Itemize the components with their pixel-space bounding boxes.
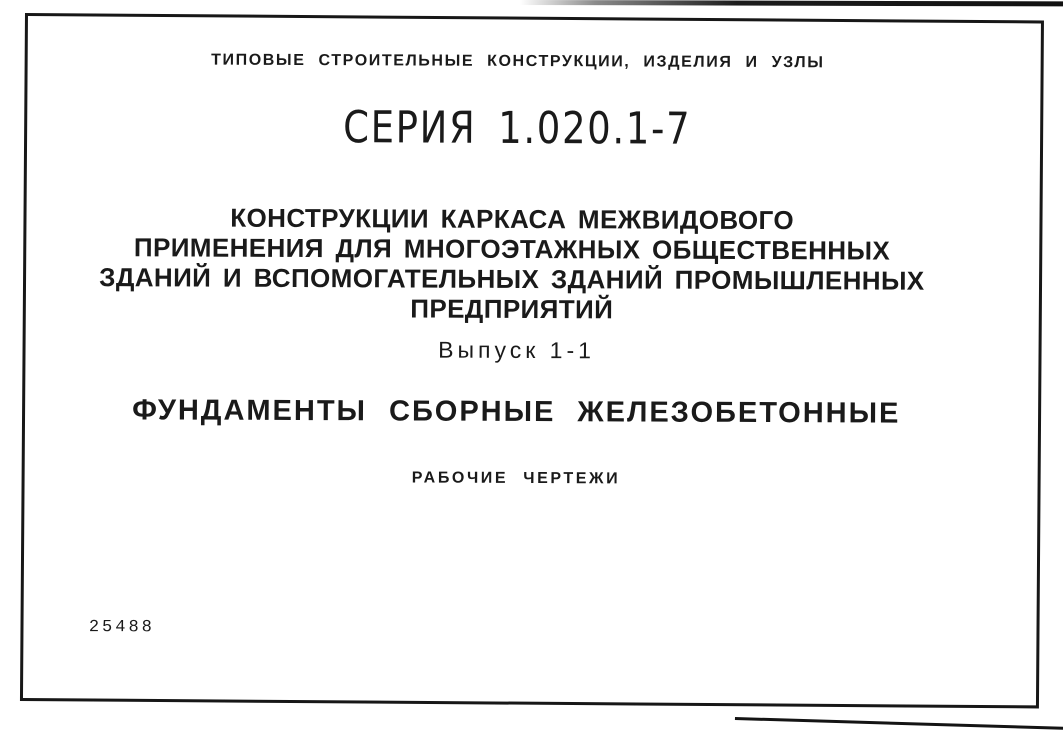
classification-line: ТИПОВЫЕ СТРОИТЕЛЬНЫЕ КОНСТРУКЦИИ, ИЗДЕЛИЯ И УЗЛЫ — [211, 51, 825, 72]
series-title-text: СЕРИЯ 1.020.1-7 — [343, 102, 692, 155]
doc-type-label: РАБОЧИЕ ЧЕРТЕЖИ — [411, 469, 621, 488]
series-title — [1, 101, 1034, 157]
subtitle-line-4: ПРЕДПРИЯТИЙ — [410, 293, 614, 325]
issue-label: Выпуск 1-1 — [438, 336, 596, 364]
section-title: ФУНДАМЕНТЫ СБОРНЫЕ ЖЕЛЕЗОБЕТОННЫЕ — [132, 394, 901, 430]
subtitle-line-3: ЗДАНИЙ И ВСПОМОГАТЕЛЬНЫХ ЗДАНИЙ ПРОМЫШЛЕННЫХ — [99, 262, 925, 296]
subtitle-line-2: ПРИМЕНЕНИЯ ДЛЯ МНОГОЭТАЖНЫХ ОБЩЕСТВЕННЫХ — [133, 232, 891, 266]
album-subtitle — [0, 202, 1024, 326]
inventory-number: 25488 — [88, 618, 155, 638]
subtitle-line-1: КОНСТРУКЦИИ КАРКАСА МЕЖВИДОВОГО — [230, 202, 795, 236]
